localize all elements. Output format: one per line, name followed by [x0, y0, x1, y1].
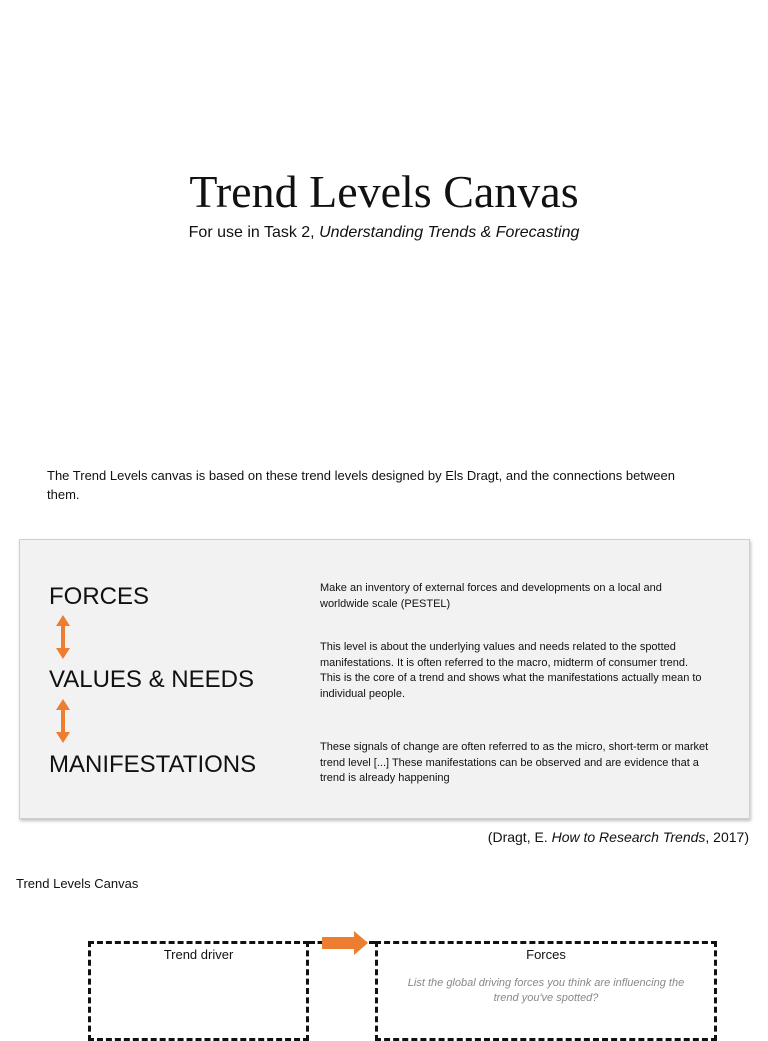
intro-paragraph: The Trend Levels canvas is based on these trend levels designed by Els Dragt, and the connections between them.	[47, 468, 675, 502]
level-forces-description: Make an inventory of external forces and developments on a local and worldwide scale (PESTEL)	[320, 582, 662, 610]
level-manifestations-description: These signals of change are often referred to as the micro, short-term or market trend level [...] These manifestations can be observed and are evidence that a trend is already happening	[320, 741, 709, 784]
subtitle-italic: Understanding Trends & Forecasting	[319, 224, 580, 241]
forces-box	[375, 941, 717, 1041]
double-arrow-icon	[55, 615, 71, 659]
level-manifestations-label: MANIFESTATIONS	[49, 751, 257, 778]
canvas-section-label: Trend Levels Canvas	[16, 876, 139, 891]
citation-suffix: , 2017)	[705, 829, 749, 845]
trend-levels-panel	[19, 539, 750, 819]
trend-driver-title: Trend driver	[163, 947, 234, 962]
level-values-needs-label: VALUES & NEEDS	[49, 666, 254, 693]
forces-box-hint: List the global driving forces you think are influencing the trend you've spotted?	[407, 977, 685, 1004]
box-connector-line	[309, 941, 375, 1041]
forces-box-title: Forces	[526, 947, 566, 962]
double-arrow-icon	[55, 699, 71, 743]
right-arrow-icon	[322, 931, 370, 955]
citation	[488, 829, 749, 845]
page-subtitle	[0, 224, 768, 242]
level-values-needs-description: This level is about the underlying values and needs related to the spotted manifestations. It is often referred to the macro, midterm of consumer trend. This is the core of a trend and shows what the manifestations actually mean to individual people.	[320, 641, 702, 700]
trend-driver-box	[88, 941, 309, 1041]
subtitle-plain: For use in Task 2,	[188, 224, 320, 241]
level-forces-label: FORCES	[49, 583, 150, 610]
citation-prefix: (Dragt, E.	[487, 829, 552, 845]
page-title: Trend Levels Canvas	[189, 166, 579, 217]
citation-title: How to Research Trends	[551, 829, 706, 845]
